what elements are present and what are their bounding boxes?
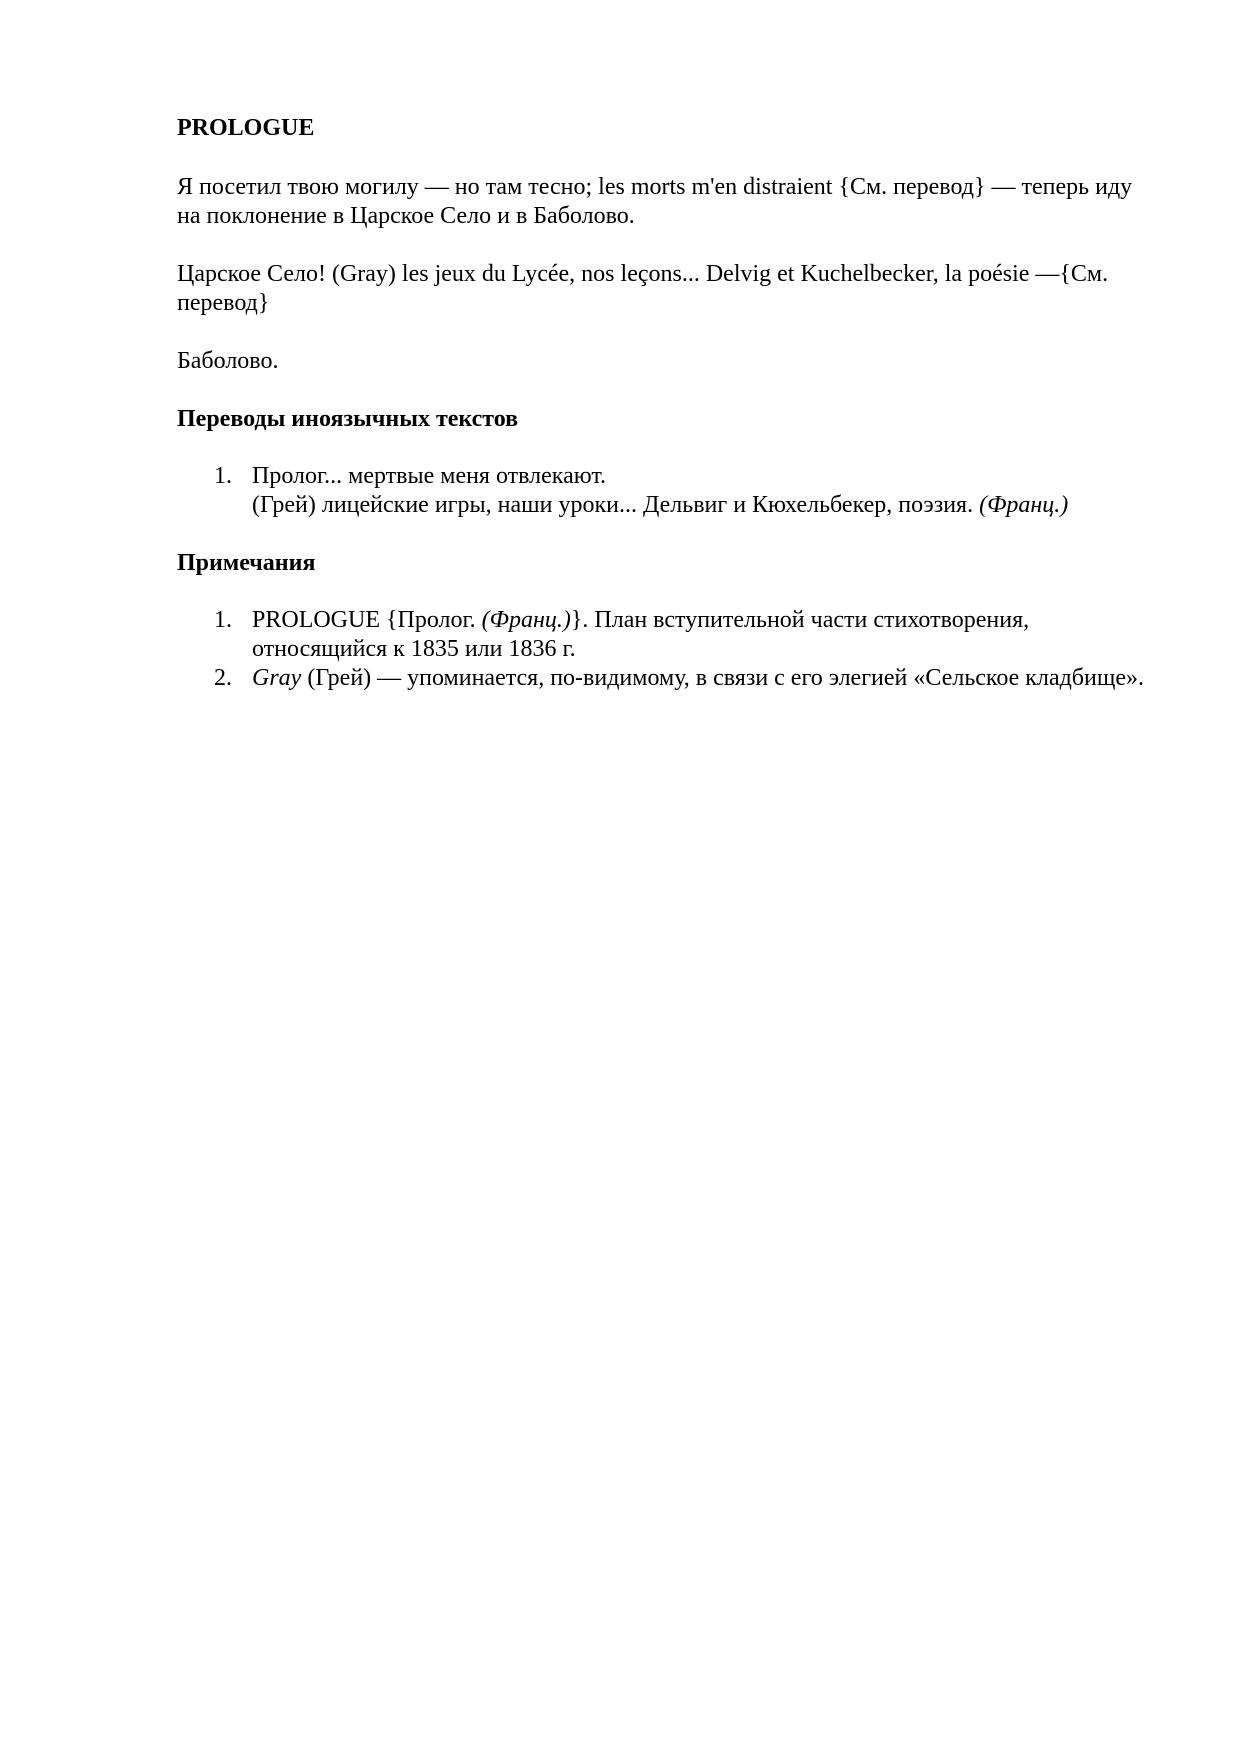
notes-list <box>177 606 1157 693</box>
translations-list <box>177 462 1157 520</box>
translations-heading: Переводы иноязычных текстов <box>177 406 519 432</box>
note-1-text-end: }. План вступительной части стихотворения, относящийся к 1835 или 1836 г. <box>252 607 1030 662</box>
list-item-number: 2. <box>214 665 232 691</box>
note-1-text-start: PROLOGUE {Пролог. <box>252 607 482 633</box>
list-item-number: 1. <box>214 463 232 489</box>
document-page <box>177 114 1157 722</box>
paragraph-tsarskoe-selo: Царское Село! (Gray) les jeux du Lycée, nos leçons... Delvig et Kuchelbecker, la poésie —{См. перевод} <box>177 261 1109 316</box>
note-1-language-tag: (Франц.) <box>481 607 571 633</box>
list-item <box>177 664 1157 693</box>
note-2-text: (Грей) — упоминается, по-видимому, в связи с его элегией «Сельское кладбище». <box>301 665 1144 691</box>
list-item-number: 1. <box>214 607 232 633</box>
translation-line-2: (Грей) лицейские игры, наши уроки... Дельвиг и Кюхельбекер, поэзия. <box>252 492 980 518</box>
paragraph-grave-visit: Я посетил твою могилу — но там тесно; les morts m'en distraient {См. перевод} — теперь иду на поклонение в Царское Село и в Баболово. <box>177 174 1133 229</box>
translation-line-1: Пролог... мертвые меня отвлекают. <box>252 463 607 489</box>
translation-language-tag: (Франц.) <box>979 492 1069 518</box>
list-item <box>177 606 1157 664</box>
paragraph-babolovo: Баболово. <box>177 348 279 374</box>
list-item <box>177 462 1157 520</box>
notes-heading: Примечания <box>177 550 316 576</box>
prologue-title: PROLOGUE <box>177 115 315 141</box>
note-2-term: Gray <box>252 665 302 691</box>
